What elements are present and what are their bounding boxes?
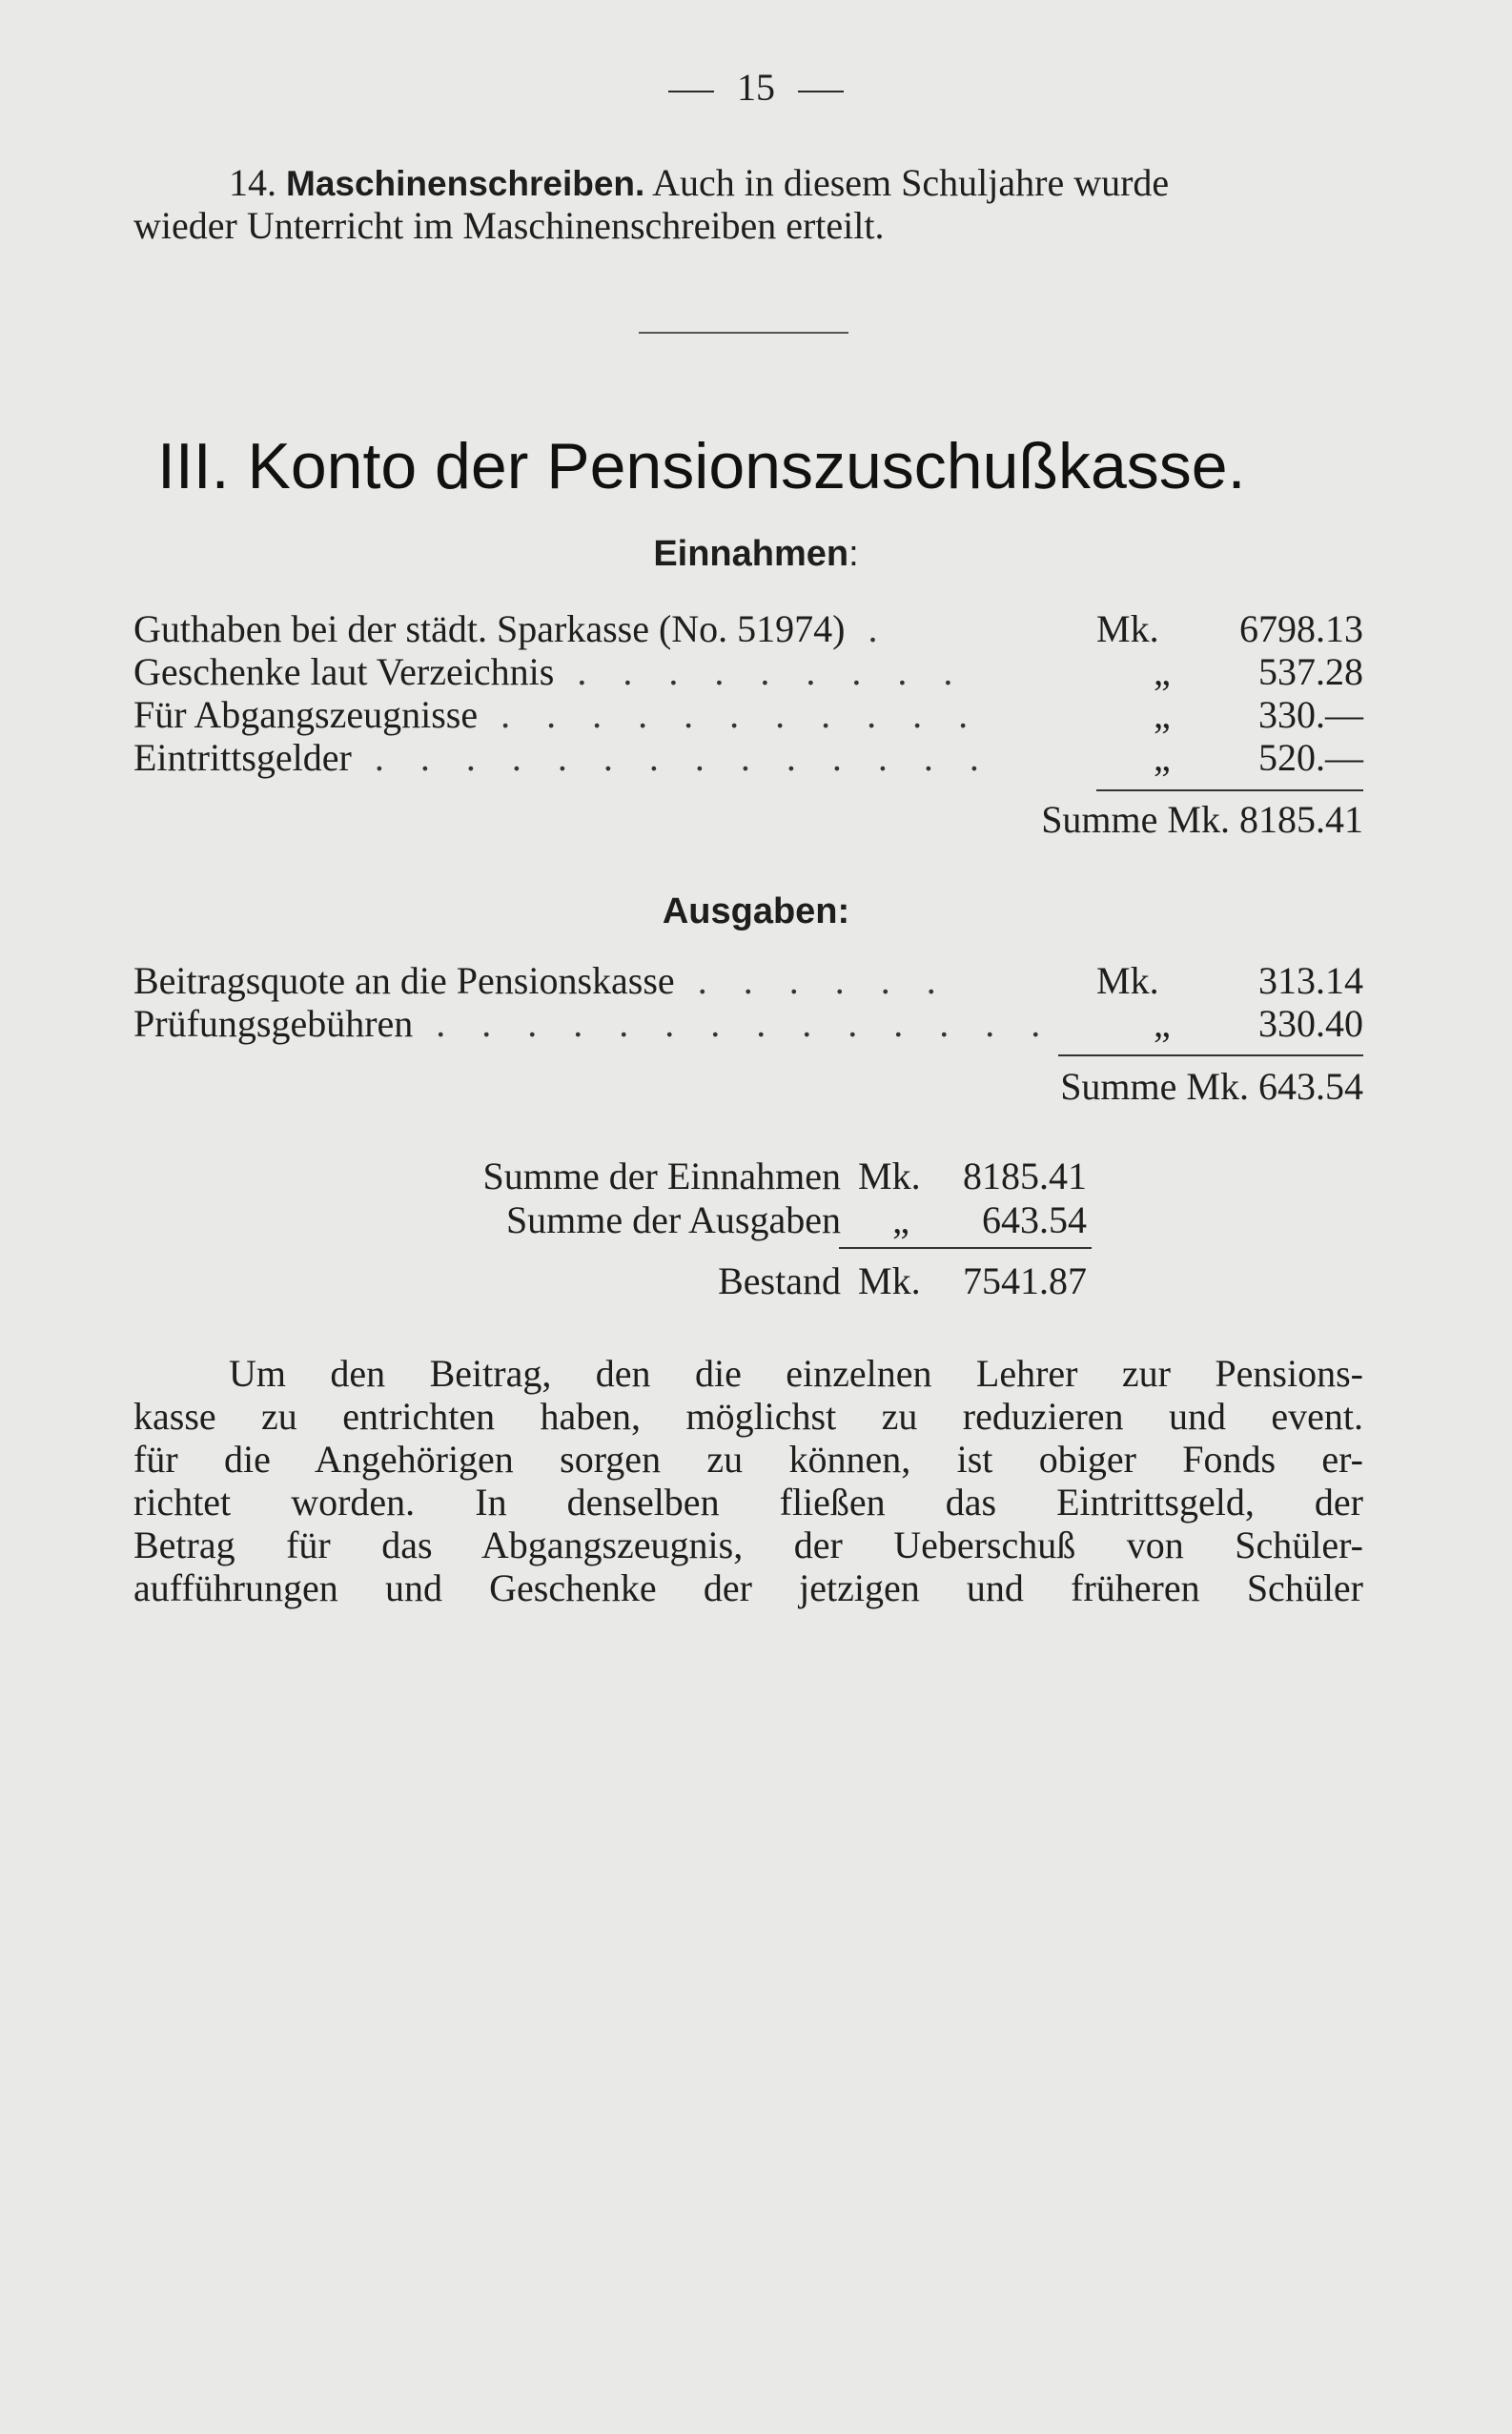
income-row-unit: „ <box>1154 736 1171 779</box>
income-row-dots: . <box>845 607 891 650</box>
income-row <box>133 649 1363 693</box>
income-title-text: Einnahmen <box>653 534 849 574</box>
paragraph-line: aufführungen und Geschenke der jetzigen und früheren Schüler <box>133 1566 1363 1609</box>
income-sum-unit: Mk. <box>1167 798 1230 841</box>
expense-sum-label: Summe <box>1060 1065 1177 1108</box>
income-row-amount: 6798.13 <box>1239 607 1363 650</box>
section-heading: III. Konto der Pensionszuschußkasse. <box>157 430 1246 502</box>
income-row-label: Für Abgangszeugnisse <box>133 693 479 736</box>
balance-result-label: Bestand <box>718 1259 841 1302</box>
section-14-text-2: wieder Unterricht im Maschinenschreiben erteilt. <box>133 204 885 247</box>
expense-row-unit: Mk. <box>1096 959 1159 1002</box>
page-number-dash-right <box>798 91 844 92</box>
income-row-amount: 330.— <box>1258 693 1363 736</box>
income-row-label: Guthaben bei der städt. Sparkasse (No. 51974) <box>133 607 846 650</box>
balance-income-amount: 8185.41 <box>963 1155 1087 1197</box>
page-number <box>0 65 1512 110</box>
income-row-unit: „ <box>1154 693 1171 736</box>
income-row <box>133 735 1363 779</box>
balance-result-unit: Mk. <box>858 1259 921 1302</box>
balance-result <box>229 1258 1087 1302</box>
paragraph-line: für die Angehörigen sorgen zu können, ist obiger Fonds er- <box>133 1438 1363 1481</box>
balance-income-line <box>229 1154 1087 1197</box>
section-14-line-1 <box>133 162 1169 205</box>
expense-row <box>133 958 1363 1002</box>
income-sum-label: Summe <box>1041 798 1158 841</box>
income-row-amount: 520.— <box>1258 736 1363 779</box>
balance-expense-label: Summe der Ausgaben <box>505 1198 841 1241</box>
balance-rule <box>839 1247 1092 1249</box>
paragraph-line: kasse zu entrichten haben, möglichst zu reduzieren und event. <box>133 1395 1363 1438</box>
expense-row-dots: . . . . . . <box>674 959 950 1002</box>
income-title-suffix: : <box>848 534 859 574</box>
balance-expense-amount: 643.54 <box>982 1198 1087 1241</box>
income-sum <box>887 797 1363 842</box>
expense-row-unit: „ <box>1154 1002 1171 1045</box>
income-sum-amount: 8185.41 <box>1239 798 1363 841</box>
income-row-dots: . . . . . . . . . . . <box>478 693 982 736</box>
balance-income-label: Summe der Einnahmen <box>482 1155 841 1197</box>
expense-row-label: Prüfungsgebühren <box>133 1002 414 1045</box>
expense-sum-unit: Mk. <box>1186 1065 1249 1108</box>
expense-sum-amount: 643.54 <box>1258 1065 1363 1108</box>
paragraph-line: Um den Beitrag, den die einzelnen Lehrer zur Pensions- <box>229 1352 1363 1395</box>
balance-block <box>229 1154 1087 1241</box>
balance-expense-line <box>229 1197 1087 1241</box>
balance-result-amount: 7541.87 <box>963 1259 1087 1302</box>
income-row <box>133 692 1363 736</box>
expense-row-amount: 330.40 <box>1258 1002 1363 1045</box>
income-row-unit: Mk. <box>1096 607 1159 650</box>
income-title <box>0 534 1512 575</box>
paragraph-line: richtet worden. In denselben fließen das Eintrittsgeld, der <box>133 1481 1363 1524</box>
income-row-amount: 537.28 <box>1258 650 1363 693</box>
explanation-paragraph <box>133 1352 1363 1609</box>
expenses-title-text: Ausgaben <box>662 891 838 931</box>
balance-expense-unit: „ <box>892 1198 909 1241</box>
page-number-dash-left <box>668 91 714 92</box>
income-row-label: Geschenke laut Verzeichnis <box>133 650 555 693</box>
expense-row-dots: . . . . . . . . . . . . . . <box>413 1002 1054 1045</box>
income-row-unit: „ <box>1154 650 1171 693</box>
income-row-dots: . . . . . . . . . . . . . . <box>351 736 992 779</box>
expenses-title <box>0 891 1512 932</box>
paragraph-line: Betrag für das Abgangszeugnis, der Ueberschuß von Schüler- <box>133 1524 1363 1566</box>
section-14-number: 14. <box>229 161 276 204</box>
income-sum-rule <box>1096 789 1363 791</box>
page-number-text: 15 <box>737 66 775 109</box>
balance-result-line <box>229 1258 1087 1302</box>
income-row <box>133 606 1363 650</box>
expense-row <box>133 1001 1363 1045</box>
balance-income-unit: Mk. <box>858 1155 921 1197</box>
expense-sum-rule <box>1058 1054 1363 1056</box>
section-divider <box>639 332 848 334</box>
expense-sum <box>887 1064 1363 1109</box>
section-14-text-1: Auch in diesem Schuljahre wurde <box>652 161 1170 204</box>
expenses-title-suffix: : <box>837 891 850 931</box>
section-14-title: Maschinenschreiben. <box>286 164 645 203</box>
expense-row-amount: 313.14 <box>1258 959 1363 1002</box>
income-row-dots: . . . . . . . . . <box>554 650 967 693</box>
section-14 <box>133 162 1169 247</box>
expense-row-label: Beitragsquote an die Pensionskasse <box>133 959 675 1002</box>
income-row-label: Eintrittsgelder <box>133 736 352 779</box>
